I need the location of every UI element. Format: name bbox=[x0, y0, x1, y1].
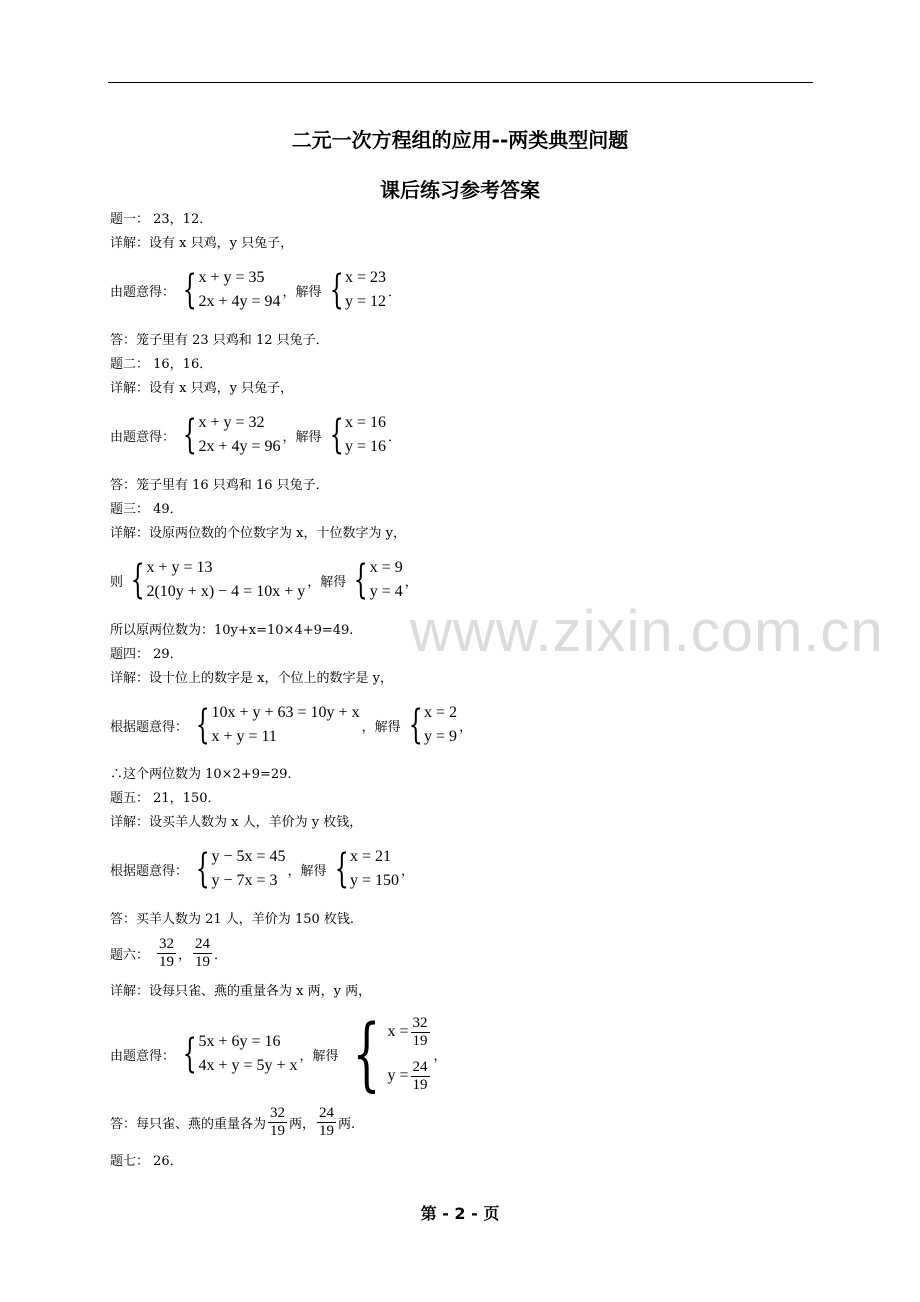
q1-eq1: x + y = 35 bbox=[198, 269, 265, 286]
q4-eq1: 10x + y + 63 = 10y + x bbox=[211, 704, 360, 721]
q5-solve-label: ，解得 bbox=[287, 863, 327, 879]
q2-equation-system bbox=[110, 411, 401, 459]
q1-eq2: 2x + 4y = 94 bbox=[198, 293, 281, 310]
q3-solve-label: ，解得 bbox=[307, 574, 347, 590]
q5-eq2: y − 7x = 3 bbox=[211, 872, 278, 889]
q2-conclusion: 答：笼子里有 16 只鸡和 16 只兔子． bbox=[110, 478, 329, 493]
q4-setup-label: 根据题意得： bbox=[110, 719, 189, 735]
q3-equation-system bbox=[110, 556, 418, 604]
q6-fraction-2 bbox=[193, 936, 212, 971]
q6-concl-frac1-den: 19 bbox=[270, 1123, 286, 1139]
q4-system bbox=[190, 701, 360, 749]
header-rule bbox=[108, 82, 813, 83]
q1-sol1: x = 23 bbox=[344, 269, 387, 286]
q2-sol2: y = 16 bbox=[344, 438, 387, 455]
q5-system bbox=[190, 845, 286, 893]
q1-sol-end: ． bbox=[388, 284, 402, 300]
q4-equation-system bbox=[110, 701, 472, 749]
q6-eq2: 4x + y = 5y + x bbox=[198, 1057, 298, 1074]
q6-detail: 详解：设每只雀、燕的重量各为 x 两，y 两， bbox=[110, 984, 372, 999]
left-brace-icon: { bbox=[130, 557, 145, 603]
left-brace-icon: { bbox=[334, 846, 349, 892]
q3-sol2: y = 4 bbox=[369, 583, 403, 600]
q6-system bbox=[177, 1030, 298, 1078]
q2-eq2: 2x + 4y = 96 bbox=[198, 438, 281, 455]
q6-solution bbox=[341, 1007, 432, 1100]
q1-system bbox=[177, 266, 281, 314]
q5-conclusion: 答：买羊人数为 21 人，羊价为 150 枚钱. bbox=[110, 912, 355, 927]
q1-sol2: y = 12 bbox=[344, 293, 387, 310]
q3-eq2: 2(10y + x) − 4 = 10x + y bbox=[146, 583, 306, 600]
left-brace-icon: { bbox=[329, 412, 344, 458]
q2-sol-end: ． bbox=[388, 429, 402, 445]
left-brace-icon: { bbox=[408, 702, 423, 748]
document-title: 二元一次方程组的应用--两类典型问题 bbox=[291, 128, 629, 152]
q3-system bbox=[125, 556, 305, 604]
q6-ans-sep: ， bbox=[178, 948, 192, 963]
q5-detail: 详解：设买羊人数为 x 人，羊价为 y 枚钱， bbox=[110, 815, 363, 830]
q6-sol2-den: 19 bbox=[412, 1076, 428, 1093]
q6-answer-label: 题六： bbox=[110, 948, 150, 963]
q4-solution bbox=[403, 701, 457, 749]
q2-sol1: x = 16 bbox=[344, 414, 387, 431]
left-brace-icon: { bbox=[195, 846, 210, 892]
q4-sol2: y = 9 bbox=[424, 728, 458, 745]
q6-sol2-lhs: y = bbox=[387, 1067, 409, 1084]
q6-sol2-num: 24 bbox=[412, 1058, 428, 1075]
left-brace-icon: { bbox=[329, 267, 344, 313]
left-brace-icon: { bbox=[182, 412, 197, 458]
q7-answer: 题七： 26． bbox=[110, 1154, 183, 1169]
q5-equation-system bbox=[110, 845, 414, 893]
q6-frac1-num: 32 bbox=[159, 936, 175, 952]
q4-conclusion: ∴这个两位数为 10×2+9=29. bbox=[110, 767, 292, 782]
left-brace-icon: { bbox=[182, 267, 197, 313]
q6-concl-frac2-num: 24 bbox=[319, 1105, 335, 1121]
q1-detail: 详解：设有 x 只鸡，y 只兔子， bbox=[110, 236, 294, 251]
q1-equation-system bbox=[110, 266, 401, 314]
q5-setup-label: 根据题意得： bbox=[110, 863, 189, 879]
q6-setup-label: 由题意得： bbox=[110, 1048, 176, 1064]
q4-detail: 详解：设十位上的数字是 x，个位上的数字是 y， bbox=[110, 671, 393, 686]
q6-conclusion-frac-1 bbox=[268, 1105, 287, 1140]
q1-solution bbox=[324, 266, 386, 314]
q6-conclusion bbox=[110, 1105, 355, 1140]
q3-solution bbox=[348, 556, 402, 604]
q6-solve-label: ，解得 bbox=[299, 1048, 339, 1064]
left-brace-icon: { bbox=[182, 1031, 197, 1077]
q1-conclusion: 答：笼子里有 23 只鸡和 12 只兔子． bbox=[110, 333, 329, 348]
q1-answer: 题一： 23，12． bbox=[110, 212, 213, 227]
q5-eq1: y − 5x = 45 bbox=[211, 848, 286, 865]
q6-ans-end: ． bbox=[214, 948, 228, 963]
q2-answer: 题二： 16，16． bbox=[110, 357, 213, 372]
q1-setup-label: 由题意得： bbox=[110, 284, 176, 300]
q2-solution bbox=[324, 411, 386, 459]
q6-concl-frac2-den: 19 bbox=[319, 1123, 335, 1139]
q6-eq1: 5x + 6y = 16 bbox=[198, 1033, 281, 1050]
left-brace-icon: { bbox=[195, 702, 210, 748]
q5-sol2: y = 150 bbox=[349, 872, 400, 889]
q6-conclusion-frac-2 bbox=[317, 1105, 336, 1140]
q5-sol-end: ， bbox=[401, 863, 415, 879]
q3-sol1: x = 9 bbox=[369, 559, 403, 576]
q2-system bbox=[177, 411, 281, 459]
q6-sol1-lhs: x = bbox=[387, 1023, 409, 1040]
q6-conclusion-suffix: 两. bbox=[338, 1117, 356, 1132]
q4-sol1: x = 2 bbox=[424, 704, 458, 721]
q6-frac2-num: 24 bbox=[195, 936, 211, 952]
q6-conclusion-prefix: 答：每只雀、燕的重量各为 bbox=[110, 1117, 267, 1132]
q3-conclusion: 所以原两位数为：10y+x=10×4+9=49. bbox=[110, 623, 354, 638]
q6-conclusion-mid: 两， bbox=[289, 1117, 316, 1132]
left-brace-icon: { bbox=[353, 557, 368, 603]
q1-solve-label: ，解得 bbox=[282, 284, 322, 300]
q6-sol1-num: 32 bbox=[412, 1014, 428, 1031]
q5-solution bbox=[329, 845, 399, 893]
q3-answer: 题三： 49． bbox=[110, 502, 183, 517]
q5-sol1: x = 21 bbox=[349, 848, 392, 865]
q4-sol-end: ， bbox=[459, 719, 473, 735]
q6-sol-end: ， bbox=[433, 1048, 447, 1064]
q4-answer: 题四： 29． bbox=[110, 647, 183, 662]
q2-detail: 详解：设有 x 只鸡，y 只兔子， bbox=[110, 381, 294, 396]
q3-setup-label: 则 bbox=[110, 574, 124, 590]
q3-sol-end: ， bbox=[404, 574, 418, 590]
q6-answer bbox=[110, 936, 227, 971]
q6-sol1-den: 19 bbox=[412, 1032, 428, 1049]
q3-detail: 详解：设原两位数的个位数字为 x，十位数字为 y， bbox=[110, 526, 406, 541]
q3-eq1: x + y = 13 bbox=[146, 559, 213, 576]
q6-equation-system bbox=[110, 1007, 447, 1100]
document-subtitle: 课后练习参考答案 bbox=[380, 178, 540, 202]
q2-setup-label: 由题意得： bbox=[110, 429, 176, 445]
q2-solve-label: ，解得 bbox=[282, 429, 322, 445]
q6-fraction-1 bbox=[157, 936, 176, 971]
page-number: 第 - 2 - 页 bbox=[420, 1204, 500, 1223]
watermark-text: www.zixin.com.cn bbox=[410, 599, 884, 664]
q6-frac1-den: 19 bbox=[159, 954, 175, 970]
q4-solve-label: ，解得 bbox=[361, 719, 401, 735]
q4-eq2: x + y = 11 bbox=[211, 728, 277, 745]
q2-eq1: x + y = 32 bbox=[198, 414, 265, 431]
q6-frac2-den: 19 bbox=[195, 954, 211, 970]
q5-answer: 题五： 21，150． bbox=[110, 791, 221, 806]
left-brace-icon: { bbox=[352, 1007, 381, 1100]
q6-concl-frac1-num: 32 bbox=[270, 1105, 286, 1121]
